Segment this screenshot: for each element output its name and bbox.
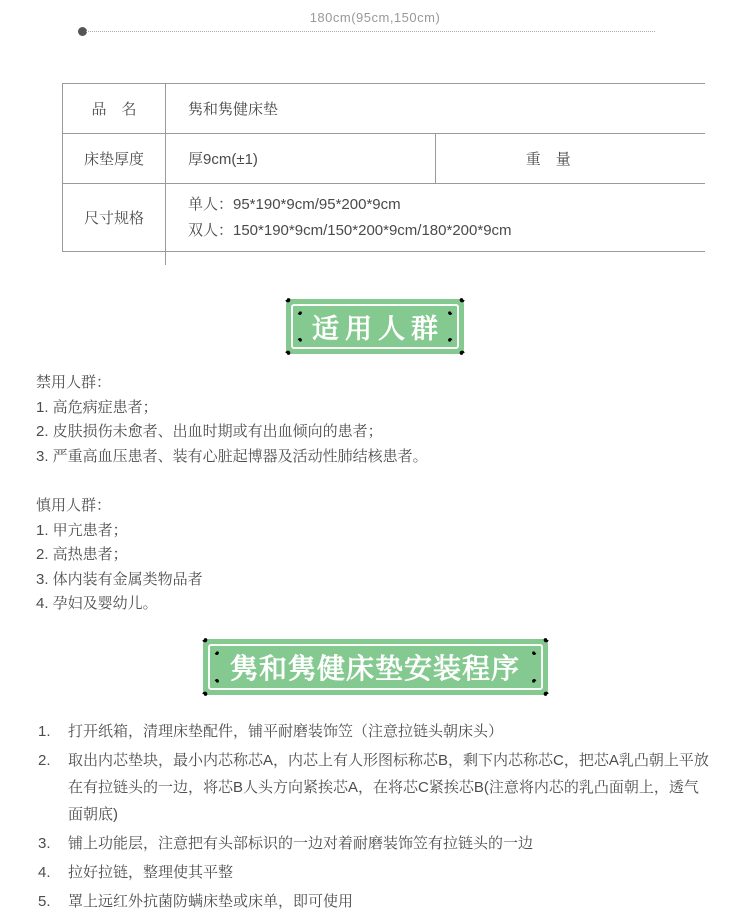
corner-curl-icon	[456, 293, 469, 306]
caution-group	[36, 494, 714, 617]
name-value: 隽和隽健床垫	[166, 84, 706, 134]
table-row-thickness	[63, 134, 706, 184]
step-number: 2.	[38, 751, 51, 769]
size-double: 双人：150*190*9cm/150*200*9cm/180*200*9cm	[188, 221, 512, 239]
step-text: 取出内芯垫块，最小内芯称芯A，内芯上有人形图标称芯B，剩下内芯称芯C，把芯A乳凸朝上平放在有拉链头的一边，将芯B人头方向紧挨芯A，在将芯C紧挨芯B(注意将内芯的乳凸面朝上，透气面朝底)	[68, 751, 709, 823]
spec-table-wrap	[62, 83, 705, 252]
step-text: 铺上功能层，注意把有头部标识的一边对着耐磨装饰笠有拉链头的一边	[68, 834, 534, 852]
thickness-label: 床垫厚度	[63, 134, 166, 184]
forbidden-item: 3. 严重高血压患者、装有心脏起博器及活动性肺结核患者。	[36, 447, 428, 465]
banner-audience-title: 适用人群	[312, 314, 444, 345]
install-step	[38, 830, 712, 857]
name-label: 品 名	[63, 84, 166, 134]
banner-install	[203, 639, 548, 695]
install-step	[38, 888, 712, 915]
install-step	[38, 747, 712, 828]
caution-title: 慎用人群：	[36, 497, 112, 514]
ruler-label: 180cm(95cm,150cm)	[309, 10, 441, 25]
step-text: 打开纸箱，清理床垫配件，铺平耐磨装饰笠（注意拉链头朝床头）	[68, 722, 504, 740]
caution-item: 4. 孕妇及婴幼儿。	[36, 595, 158, 612]
audience-section	[36, 371, 714, 617]
table-row-size	[63, 184, 706, 252]
step-number: 4.	[38, 863, 51, 881]
install-steps-list	[38, 718, 712, 915]
corner-curl-icon	[456, 347, 469, 360]
corner-curl-icon	[294, 307, 305, 318]
corner-curl-icon	[540, 688, 553, 701]
step-text: 拉好拉链，整理使其平整	[68, 863, 234, 881]
size-single: 单人：95*190*9cm/95*200*9cm	[188, 195, 401, 213]
install-step	[38, 859, 712, 886]
thickness-value: 厚9cm(±1)	[166, 134, 436, 184]
banner-audience	[286, 299, 464, 354]
ruler-dotted-line	[86, 31, 655, 32]
corner-curl-icon	[211, 647, 222, 658]
corner-curl-icon	[211, 676, 222, 687]
corner-curl-icon	[294, 335, 305, 346]
step-number: 1.	[38, 722, 51, 740]
caution-item: 1. 甲亢患者；	[36, 521, 128, 539]
banner-install-title: 隽和隽健床垫安装程序	[229, 651, 520, 685]
corner-curl-icon	[198, 688, 211, 701]
install-step	[38, 718, 712, 745]
step-text: 罩上远红外抗菌防螨床垫或床单，即可使用	[68, 892, 354, 910]
forbidden-title: 禁用人群：	[36, 374, 112, 391]
forbidden-group	[36, 371, 714, 469]
table-row-name	[63, 84, 706, 134]
size-values	[166, 184, 706, 252]
corner-curl-icon	[445, 335, 456, 346]
corner-curl-icon	[198, 633, 211, 646]
weight-label: 重 量	[525, 151, 571, 168]
corner-curl-icon	[281, 347, 294, 360]
corner-curl-icon	[445, 307, 456, 318]
weight-cell	[435, 134, 705, 184]
caution-item: 2. 高热患者；	[36, 546, 128, 563]
forbidden-item: 2. 皮肤损伤未愈者、出血时期或有出血倾向的患者；	[36, 423, 383, 440]
spec-table	[62, 83, 705, 252]
size-ruler	[0, 0, 750, 40]
caution-item: 3. 体内装有金属类物品者	[36, 570, 203, 588]
corner-curl-icon	[281, 293, 294, 306]
forbidden-item: 1. 高危病症患者；	[36, 398, 158, 416]
corner-curl-icon	[529, 676, 540, 687]
step-number: 5.	[38, 892, 51, 910]
corner-curl-icon	[529, 647, 540, 658]
step-number: 3.	[38, 834, 51, 852]
corner-curl-icon	[540, 633, 553, 646]
size-label: 尺寸规格	[63, 184, 166, 252]
